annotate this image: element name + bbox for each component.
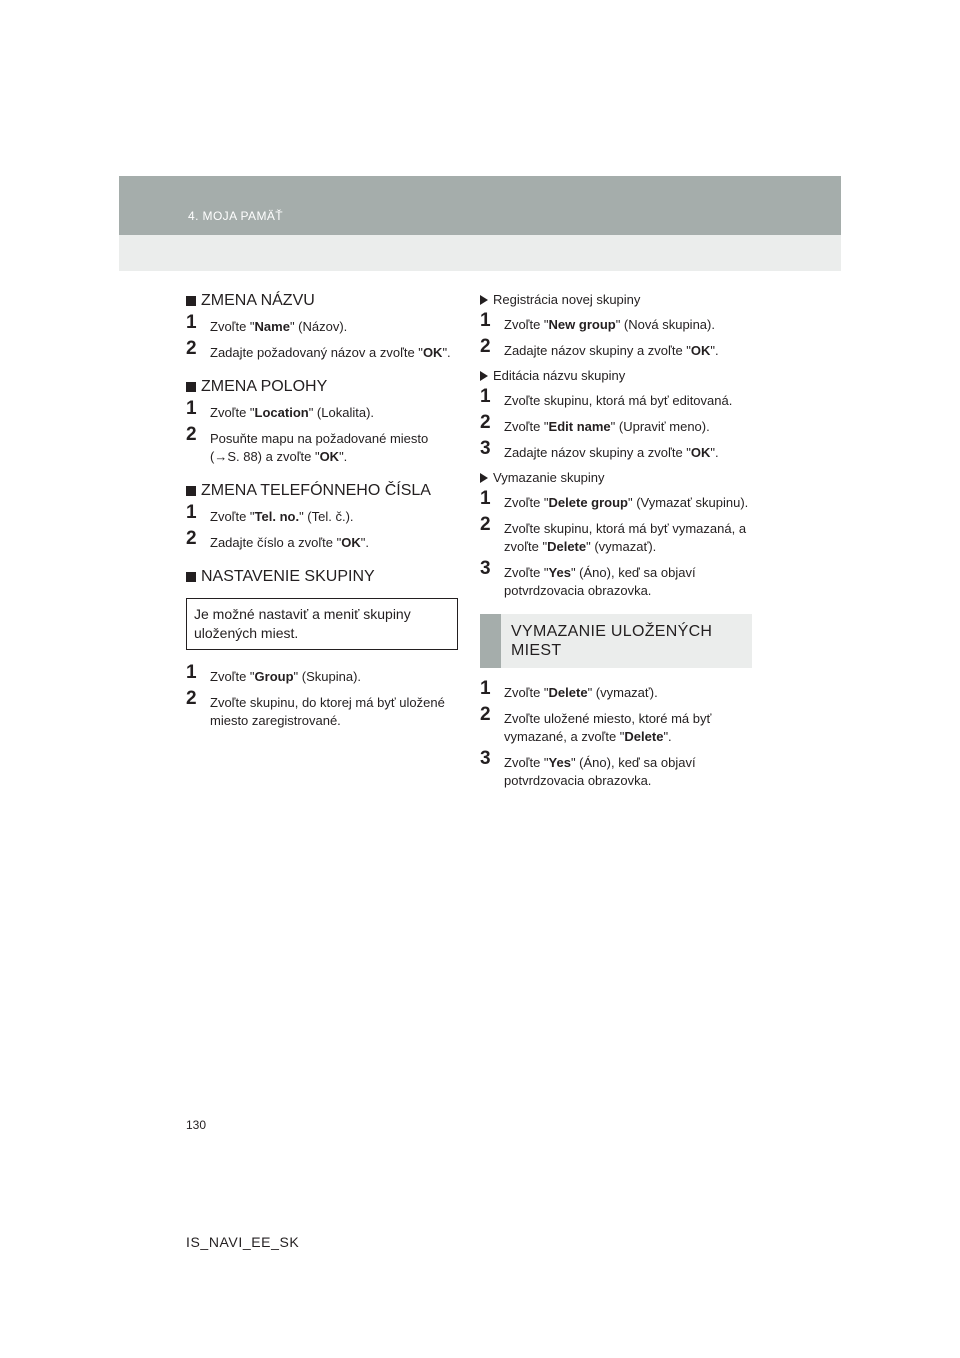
note-box: Je možné nastaviť a meniť skupiny uložených miest. bbox=[186, 598, 458, 650]
square-bullet-icon bbox=[186, 486, 196, 496]
section-title-box bbox=[480, 614, 752, 668]
step: 3 Zadajte názov skupiny a zvoľte "OK". bbox=[480, 438, 719, 460]
step: 3 Zvoľte "Yes" (Áno), keď sa objaví potvrdzovacia obrazovka. bbox=[480, 558, 696, 598]
step: 3 Zvoľte "Yes" (Áno), keď sa objaví potvrdzovacia obrazovka. bbox=[480, 748, 696, 788]
subsection-heading: Vymazanie skupiny bbox=[480, 470, 752, 485]
document-code: IS_NAVI_EE_SK bbox=[186, 1234, 300, 1250]
subsection-heading: Editácia názvu skupiny bbox=[480, 368, 752, 383]
square-bullet-icon bbox=[186, 572, 196, 582]
step: 2 Posuňte mapu na požadované miesto (→S. 88) a zvoľte "OK". bbox=[186, 424, 429, 464]
step: 1 Zvoľte "Name" (Názov). bbox=[186, 312, 348, 334]
step: 1 Zvoľte "Delete" (vymazať). bbox=[480, 678, 658, 700]
square-bullet-icon bbox=[186, 296, 196, 306]
step: 2 Zadajte požadovaný názov a zvoľte "OK". bbox=[186, 338, 451, 360]
section-heading: NASTAVENIE SKUPINY bbox=[186, 568, 458, 586]
step: 2 Zvoľte skupinu, do ktorej má byť uložené miesto zaregistrované. bbox=[186, 688, 445, 728]
header-bar bbox=[119, 176, 841, 235]
step: 2 Zvoľte skupinu, ktorá má byť vymazaná, a zvoľte "Delete" (vymazať). bbox=[480, 514, 747, 554]
step: 1 Zvoľte "Tel. no." (Tel. č.). bbox=[186, 502, 354, 524]
triangle-bullet-icon bbox=[480, 371, 488, 381]
section-heading: ZMENA NÁZVU bbox=[186, 292, 458, 310]
step: 1 Zvoľte "Delete group" (Vymazať skupinu). bbox=[480, 488, 749, 510]
step: 2 Zvoľte uložené miesto, ktoré má byť vymazané, a zvoľte "Delete". bbox=[480, 704, 712, 744]
triangle-bullet-icon bbox=[480, 473, 488, 483]
left-column bbox=[186, 292, 458, 738]
chapter-title: 4. MOJA PAMÄŤ bbox=[188, 209, 283, 223]
step: 1 Zvoľte "Location" (Lokalita). bbox=[186, 398, 375, 420]
square-bullet-icon bbox=[186, 382, 196, 392]
step: 1 Zvoľte "Group" (Skupina). bbox=[186, 662, 362, 684]
section-heading: ZMENA POLOHY bbox=[186, 378, 458, 396]
step: 2 Zadajte číslo a zvoľte "OK". bbox=[186, 528, 369, 550]
step: 1 Zvoľte skupinu, ktorá má byť editovaná. bbox=[480, 386, 733, 408]
step: 2 Zadajte názov skupiny a zvoľte "OK". bbox=[480, 336, 719, 358]
step: 2 Zvoľte "Edit name" (Upraviť meno). bbox=[480, 412, 710, 434]
title-box-bar bbox=[480, 614, 501, 668]
section-heading: ZMENA TELEFÓNNEHO ČÍSLA bbox=[186, 482, 458, 500]
right-column bbox=[480, 292, 752, 798]
section-title: VYMAZANIE ULOŽENÝCH MIEST bbox=[511, 623, 713, 659]
step: 1 Zvoľte "New group" (Nová skupina). bbox=[480, 310, 715, 332]
page-number: 130 bbox=[186, 1118, 207, 1132]
subsection-heading: Registrácia novej skupiny bbox=[480, 292, 752, 307]
triangle-bullet-icon bbox=[480, 295, 488, 305]
